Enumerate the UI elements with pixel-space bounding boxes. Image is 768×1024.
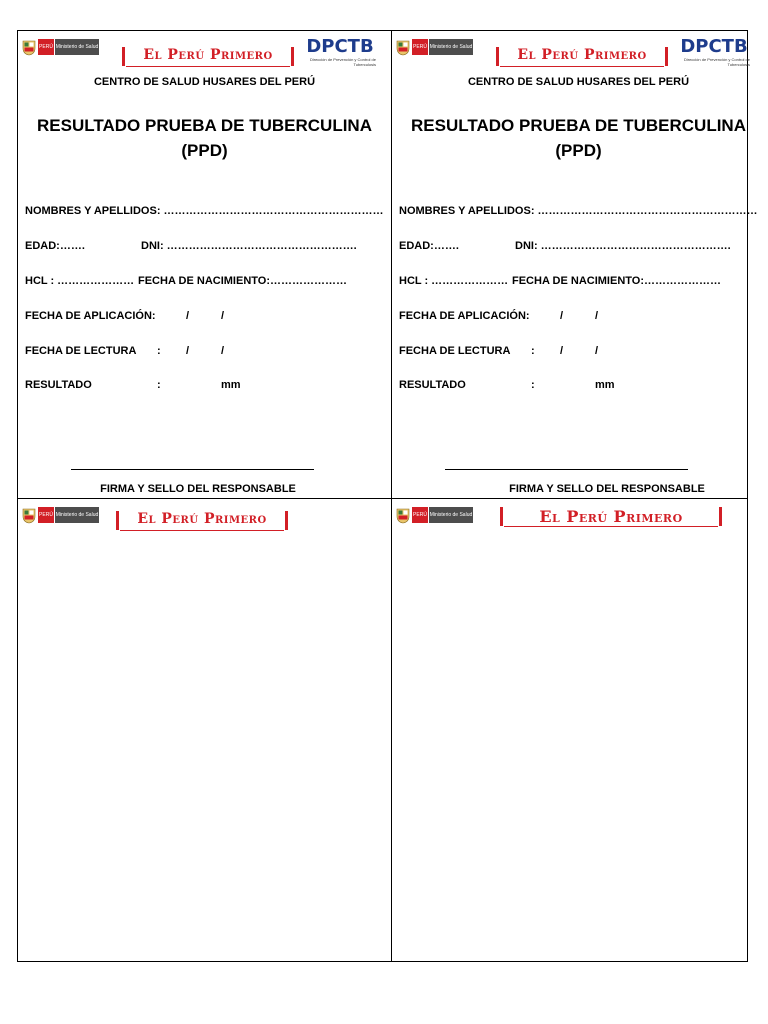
date-slash: / — [186, 345, 190, 357]
peru-logo: PERÚ — [412, 507, 428, 523]
colon: : — [157, 379, 161, 391]
card-sheet — [17, 30, 758, 962]
el-peru-primero-logo — [496, 45, 668, 69]
colon: : — [531, 345, 535, 357]
slogan-text: El Perú Primero — [143, 47, 273, 63]
signature-line — [445, 469, 688, 470]
peru-shield-icon — [396, 39, 410, 56]
el-peru-primero-logo — [500, 505, 722, 529]
card-header — [18, 31, 391, 73]
field-dni: DNI: ……………………………………………. — [141, 240, 357, 252]
card-header — [18, 499, 391, 541]
dpctb-title: DPCTB — [306, 36, 374, 57]
dpctb-subtitle: Dirección de Prevención y Control de Tuberculosis — [683, 57, 750, 67]
ppd-card-top-right: PERÚ Ministerio de Salud El Perú Primero DPCTB Dirección de Prevención y Control de Tuberculosis CENTRO DE SALUD HUSARES DEL PERÚ RESULTADO PRUEBA DE TUBERCULINA (PPD) NOMBRES Y APELLIDOS: …………………………………………………… EDAD:……. DNI: ……………………………………………. HCL : ………………… FECHA DE NACIMIENTO:………………… FECHA DE APLICACIÓN: / / FECHA DE LECTURA : / / RESULTADO : mm FIRMA Y SELLO DEL RESPONSABLE — [392, 31, 765, 498]
field-dni: DNI: ……………………………………………. — [515, 240, 731, 252]
peru-logo: PERÚ — [412, 39, 428, 55]
field-edad: EDAD:……. — [399, 240, 459, 252]
field-edad: EDAD:……. — [25, 240, 85, 252]
signature-label: FIRMA Y SELLO DEL RESPONSABLE — [100, 483, 296, 495]
date-slash: / — [560, 345, 564, 357]
slogan-text: El Perú Primero — [137, 511, 267, 527]
date-slash: / — [221, 310, 225, 322]
health-center-name: CENTRO DE SALUD HUSARES DEL PERÚ — [93, 76, 316, 88]
field-fecha-nacimiento: FECHA DE NACIMIENTO:………………… — [512, 275, 721, 287]
title-line-2: (PPD) — [555, 141, 602, 160]
colon: : — [157, 345, 161, 357]
field-hcl: HCL : ………………… — [399, 275, 509, 287]
document-title — [18, 113, 391, 163]
peru-shield-icon — [22, 39, 36, 56]
date-slash: / — [186, 310, 190, 322]
ppd-card-top-left: PERÚ Ministerio de Salud El Perú Primero DPCTB Dirección de Prevención y Control de Tuberculosis CENTRO DE SALUD HUSARES DEL PERÚ RESULTADO PRUEBA DE TUBERCULINA (PPD) NOMBRES Y APELLIDOS: …………………………………………………… EDAD:……. DNI: ……………………………………………. HCL : ………………… FECHA DE NACIMIENTO:………………… FECHA DE APLICACIÓN: / / FECHA DE LECTURA : / / RESULTADO : mm FIRMA Y SELLO DEL RESPONSABLE — [18, 31, 391, 498]
title-line-1: RESULTADO PRUEBA DE TUBERCULINA — [37, 116, 372, 135]
date-slash: / — [595, 310, 599, 322]
blank-card-bottom-right — [392, 499, 765, 961]
title-line-1: RESULTADO PRUEBA DE TUBERCULINA — [411, 116, 746, 135]
peru-logo: PERÚ — [38, 39, 54, 55]
unit-mm: mm — [595, 379, 615, 391]
card-header — [392, 31, 765, 73]
title-line-2: (PPD) — [181, 141, 228, 160]
el-peru-primero-logo — [116, 509, 288, 533]
ministerio-logo: Ministerio de Salud — [429, 507, 473, 523]
dpctb-logo — [302, 37, 378, 67]
date-slash: / — [595, 345, 599, 357]
document-title — [392, 113, 765, 163]
dpctb-logo — [676, 37, 752, 67]
ministerio-logo: Ministerio de Salud — [429, 39, 473, 55]
signature-line — [71, 469, 314, 470]
field-fecha-nacimiento: FECHA DE NACIMIENTO:………………… — [138, 275, 347, 287]
dpctb-subtitle: Dirección de Prevención y Control de Tuberculosis — [309, 57, 376, 67]
colon: : — [531, 379, 535, 391]
el-peru-primero-logo — [122, 45, 294, 69]
unit-mm: mm — [221, 379, 241, 391]
health-center-name: CENTRO DE SALUD HUSARES DEL PERÚ — [467, 76, 690, 88]
field-hcl: HCL : ………………… — [25, 275, 135, 287]
peru-shield-icon — [22, 507, 36, 524]
peru-shield-icon — [396, 507, 410, 524]
peru-logo: PERÚ — [38, 507, 54, 523]
date-slash: / — [221, 345, 225, 357]
ministerio-logo: Ministerio de Salud — [55, 39, 99, 55]
date-slash: / — [560, 310, 564, 322]
card-header — [392, 499, 765, 541]
slogan-text: El Perú Primero — [539, 507, 683, 526]
blank-card-bottom-left — [18, 499, 391, 961]
slogan-text: El Perú Primero — [517, 47, 647, 63]
ministerio-logo: Ministerio de Salud — [55, 507, 99, 523]
dpctb-title: DPCTB — [680, 36, 748, 57]
signature-label: FIRMA Y SELLO DEL RESPONSABLE — [509, 483, 705, 495]
